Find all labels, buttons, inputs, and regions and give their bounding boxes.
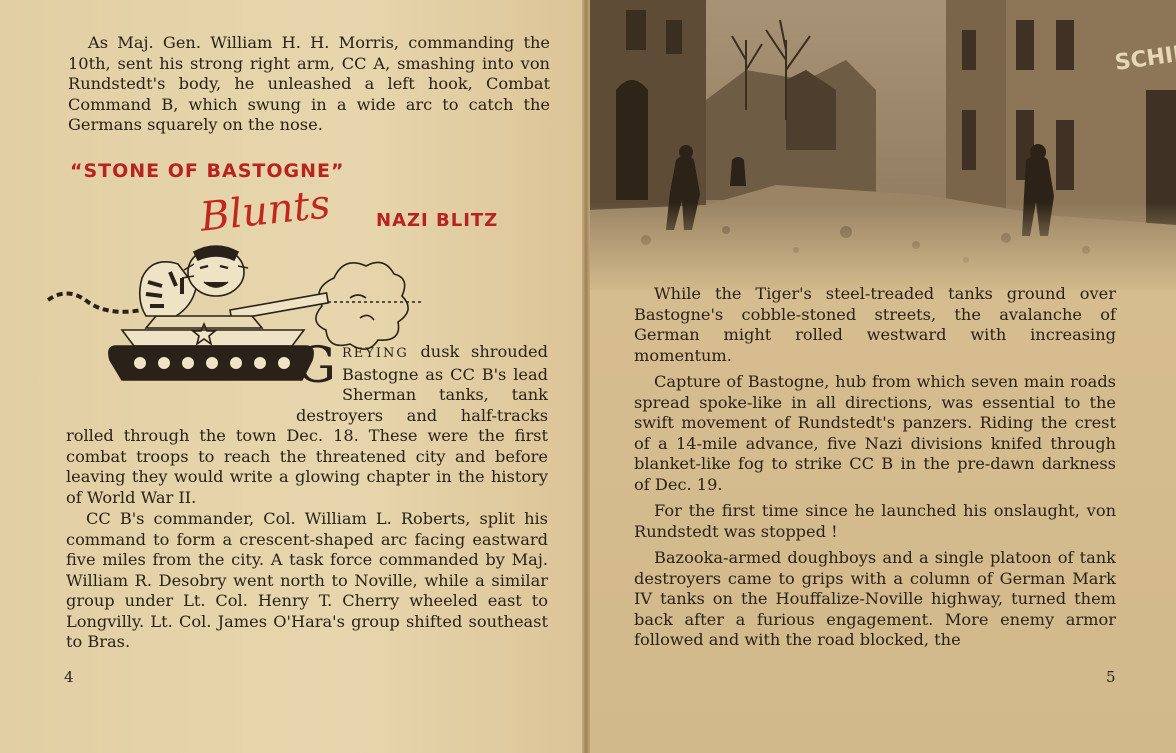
headline-script: Blunts — [197, 181, 333, 241]
left-page — [0, 0, 586, 753]
first-paragraph — [66, 336, 548, 508]
second-paragraph: CC B's commander, Col. William L. Roberts, split his command to form a crescent-shaped arc facing eastward five miles from the city. A task force commanded by Maj. William R. Desobry went north to Noville, while a similar group under Lt. Col. Henry T. Cherry wheeled east to Longvilly. Lt. Col. James O'Hara's group shifted southeast to Bras. — [66, 509, 548, 651]
right-paragraph-3: For the first time since he launched his onslaught, von Rundstedt was stopped ! — [634, 501, 1116, 541]
right-page — [586, 0, 1176, 753]
right-paragraph-1: While the Tiger's steel-treaded tanks ground over Bastogne's cobble-stoned streets, the avalanche of German might rolled westward with increasing momentum. — [634, 284, 1116, 365]
first-paragraph-text: dusk shrouded Bastogne as CC B's lead Sherman tanks, tank destroyers and half-tracks rolled through the town Dec. 18. These were the first combat troops to reach the threatened city and before leaving they would write a glowing chapter in the history of World War II. — [66, 342, 548, 507]
right-paragraph-2: Capture of Bastogne, hub from which seven main roads spread spoke-like in all directions, was essential to the swift movement of Rundstedt's panzers. Riding the crest of a 14-mile advance, five Nazi divisions knifed through blanket-like fog to strike CC B in the pre-dawn darkness of Dec. 19. — [634, 372, 1116, 494]
page-number-right: 5 — [1106, 668, 1116, 686]
war-photo — [586, 0, 1176, 290]
illustration-wrap-spacer — [66, 342, 296, 414]
tiger — [48, 246, 248, 316]
headline-top: “STONE OF BASTOGNE” — [70, 160, 345, 182]
headline-tail: NAZI BLITZ — [376, 210, 499, 231]
page-number-left: 4 — [64, 668, 74, 686]
intro-paragraph: As Maj. Gen. William H. H. Morris, commanding the 10th, sent his strong right arm, CC A, smashing into von Rundstedt's body, he unleashed a left hook, Combat Command B, which swung in a wide arc to catch the Germans squarely on the nose. — [68, 33, 550, 134]
right-text-column — [634, 284, 1116, 651]
drop-cap-smallcaps: REYING — [341, 346, 409, 361]
drop-cap: G — [296, 336, 336, 394]
cannon — [230, 293, 424, 320]
book-gutter — [582, 0, 590, 753]
right-paragraph-4: Bazooka-armed doughboys and a single platoon of tank destroyers came to grips with a column of German Mark IV tanks on the Houffalize-Noville highway, turned them back after a furious engagement. More enemy armor followed and with the road blocked, the — [634, 548, 1116, 649]
